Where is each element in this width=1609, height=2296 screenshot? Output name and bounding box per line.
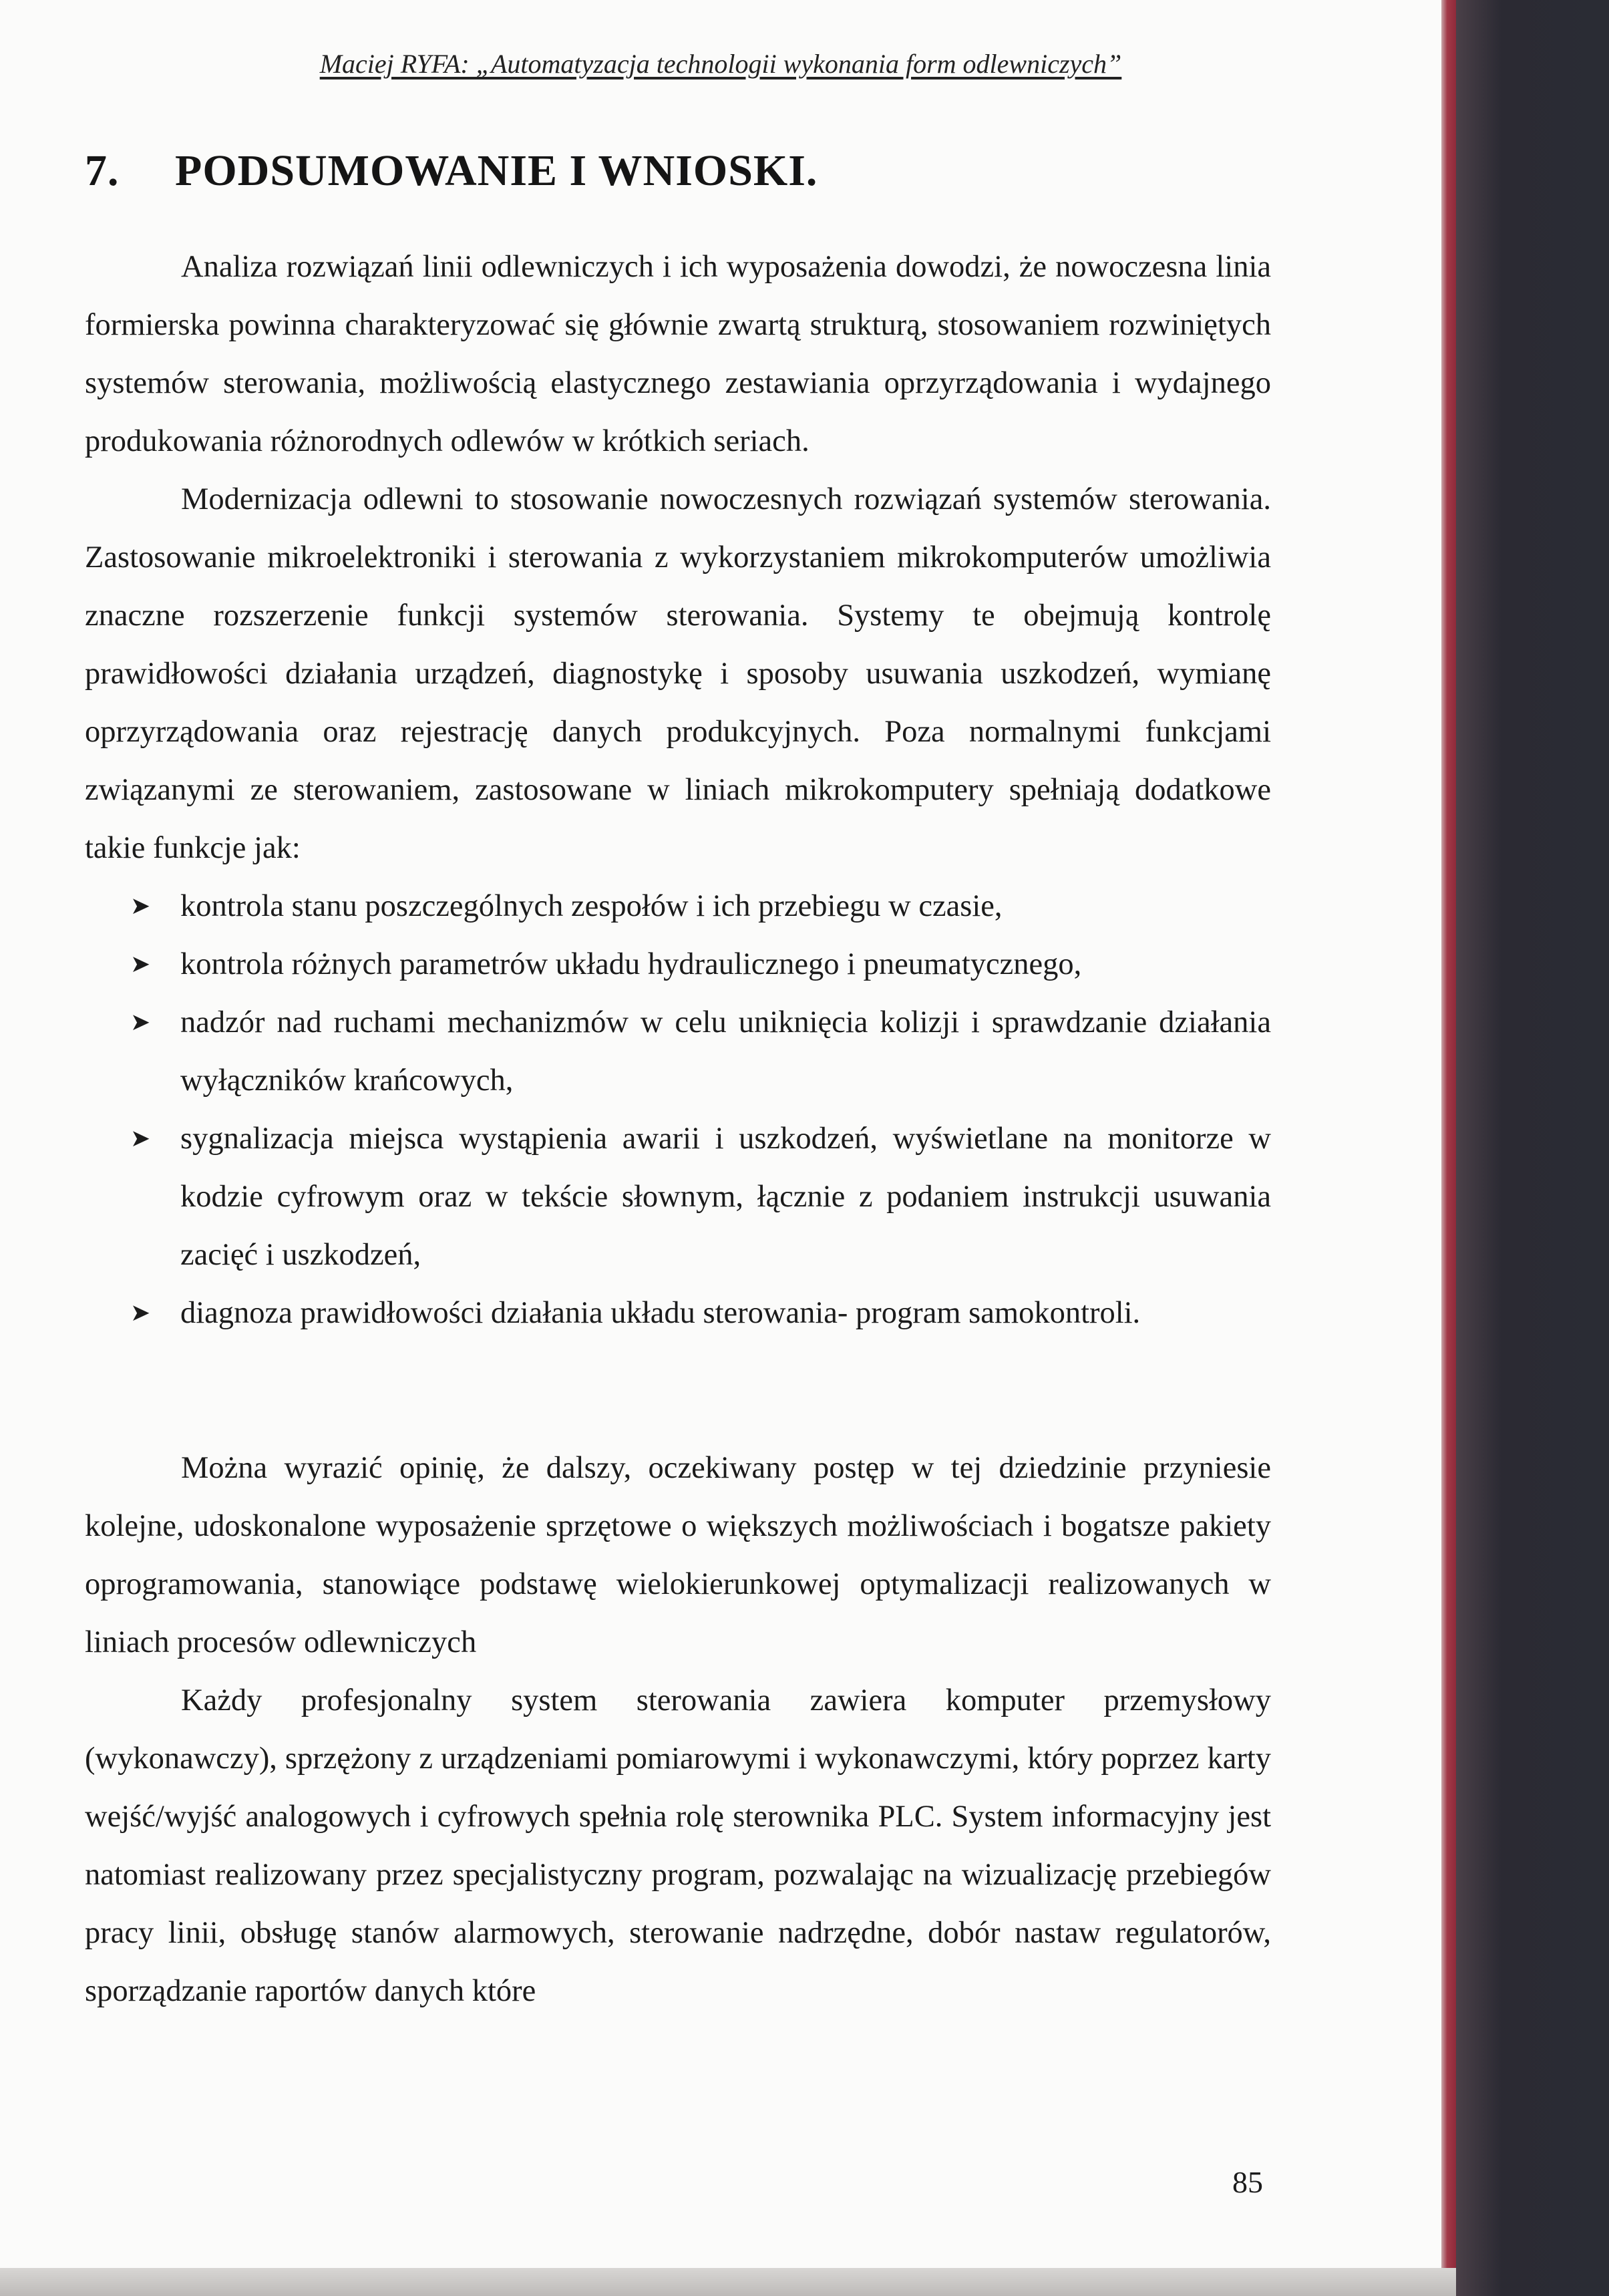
body-text-lower bbox=[85, 1439, 1271, 2020]
book-edge-red bbox=[1441, 0, 1456, 2268]
arrowhead-bullet-icon: ➤ bbox=[130, 892, 151, 920]
page-bottom-shadow bbox=[0, 2268, 1456, 2296]
list-item bbox=[85, 935, 1271, 993]
body-text-upper bbox=[85, 238, 1271, 1342]
scanner-background bbox=[1456, 0, 1609, 2296]
running-header: Maciej RYFA: „Automatyzacja technologii wykonania form odlewniczych” bbox=[319, 49, 1122, 79]
bullet-list bbox=[85, 877, 1271, 1342]
arrowhead-bullet-icon: ➤ bbox=[130, 1009, 151, 1036]
arrowhead-bullet-icon: ➤ bbox=[130, 951, 151, 978]
list-item-text: kontrola różnych parametrów układu hydraulicznego i pneumatycznego, bbox=[180, 947, 1082, 981]
list-item bbox=[85, 1284, 1271, 1342]
list-item bbox=[85, 1110, 1271, 1284]
paragraph-3: Można wyrazić opinię, że dalszy, oczekiwany postęp w tej dziedzinie przyniesie kolejne, udoskonalone wyposażenie sprzętowe o większych możliwościach i bogatsze pakiety oprogramowania, stanowiące podstawę wielokierunkowej optymalizacji realizowanych w liniach procesów odlewniczych bbox=[85, 1451, 1271, 1659]
list-item bbox=[85, 993, 1271, 1110]
section-number: 7. bbox=[85, 146, 120, 195]
list-item bbox=[85, 877, 1271, 935]
paragraph-2: Modernizacja odlewni to stosowanie nowoczesnych rozwiązań systemów sterowania. Zastosowanie mikroelektroniki i sterowania z wykorzystaniem mikrokomputerów umożliwia znaczne rozszerzenie funkcji systemów sterowania. Systemy te obejmują kontrolę prawidłowości działania urządzeń, diagnostykę i sposoby usuwania uszkodzeń, wymianę oprzyrządowania oraz rejestrację danych produkcyjnych. Poza normalnymi funkcjami związanymi ze sterowaniem, zastosowane w liniach mikrokomputery spełniają dodatkowe takie funkcje jak: bbox=[85, 482, 1271, 865]
list-item-text: nadzór nad ruchami mechanizmów w celu uniknięcia kolizji i sprawdzanie działania wyłączników krańcowych, bbox=[180, 1005, 1271, 1098]
arrowhead-bullet-icon: ➤ bbox=[130, 1125, 151, 1152]
arrowhead-bullet-icon: ➤ bbox=[130, 1299, 151, 1327]
page-number: 85 bbox=[1232, 2165, 1263, 2199]
section-heading bbox=[85, 146, 818, 196]
paragraph-4: Każdy profesjonalny system sterowania zawiera komputer przemysłowy (wykonawczy), sprzężony z urządzeniami pomiarowymi i wykonawczymi, który poprzez karty wejść/wyjść analogowych i cyfrowych spełnia rolę sterownika PLC. System informacyjny jest natomiast realizowany przez specjalistyczny program, pozwalając na wizualizację przebiegów pracy linii, obsługę stanów alarmowych, sterowanie nadrzędne, dobór nastaw regulatorów, sporządzanie raportów danych które bbox=[85, 1683, 1271, 2008]
list-item-text: sygnalizacja miejsca wystąpienia awarii i uszkodzeń, wyświetlane na monitorze w kodzie cyfrowym oraz w tekście słownym, łącznie z podaniem instrukcji usuwania zacięć i uszkodzeń, bbox=[180, 1122, 1271, 1272]
section-title: PODSUMOWANIE I WNIOSKI. bbox=[175, 146, 818, 195]
list-item-text: kontrola stanu poszczególnych zespołów i ich przebiegu w czasie, bbox=[180, 889, 1003, 923]
list-item-text: diagnoza prawidłowości działania układu sterowania- program samokontroli. bbox=[180, 1296, 1141, 1330]
paragraph-1: Analiza rozwiązań linii odlewniczych i ich wyposażenia dowodzi, że nowoczesna linia formierska powinna charakteryzować się głównie zwartą strukturą, stosowaniem rozwiniętych systemów sterowania, możliwością elastycznego zestawiania oprzyrządowania i wydajnego produkowania różnorodnych odlewów w krótkich seriach. bbox=[85, 250, 1271, 458]
